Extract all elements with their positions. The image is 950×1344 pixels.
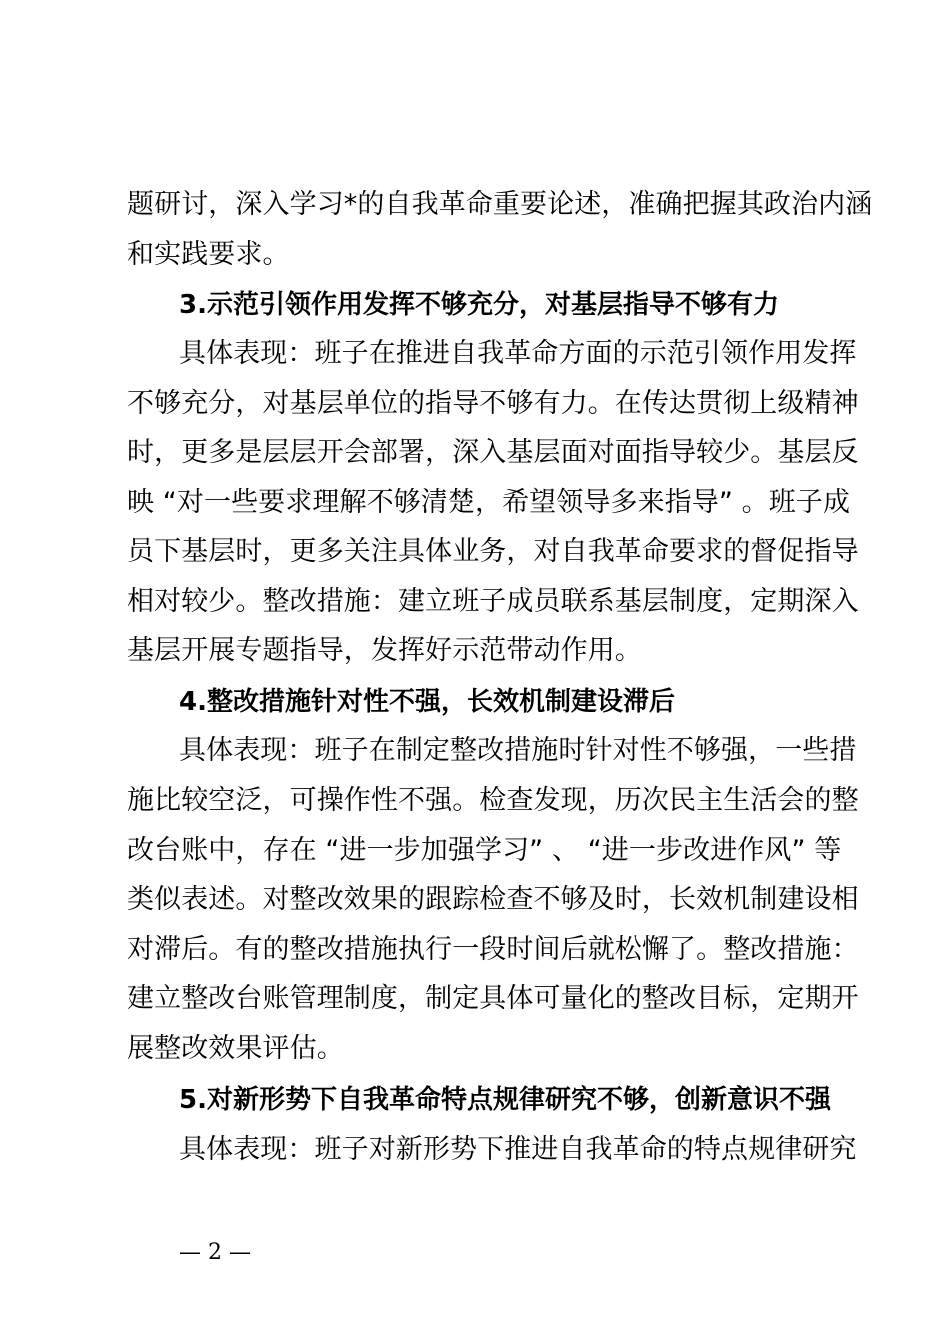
section-heading-5: 5.对新形势下自我革命特点规律研究不够，创新意识不强 xyxy=(179,1085,831,1115)
paragraph-line: 员下基层时，更多关注具体业务，对自我革命要求的督促指导 xyxy=(127,536,859,567)
section-heading-3: 3.示范引领作用发挥不够充分，对基层指导不够有力 xyxy=(179,290,779,320)
paragraph-line: 施比较空泛，可操作性不强。检查发现，历次民主生活会的整 xyxy=(127,785,859,816)
paragraph-line: 相对较少。整改措施：建立班子成员联系基层制度，定期深入 xyxy=(127,586,859,617)
paragraph-line: 映 “对一些要求理解不够清楚，希望领导多来指导” 。班子成 xyxy=(127,487,851,518)
paragraph-line: 时，更多是层层开会部署，深入基层面对面指导较少。基层反 xyxy=(127,437,859,468)
paragraph-line: 对滞后。有的整改措施执行一段时间后就松懈了。整改措施： xyxy=(127,934,859,965)
section-heading-4: 4.整改措施针对性不强，长效机制建设滞后 xyxy=(179,687,675,717)
paragraph-line: 改台账中，存在 “进一步加强学习” 、 “进一步改进作风” 等 xyxy=(127,835,842,866)
paragraph-line: 具体表现：班子对新形势下推进自我革命的特点规律研究 xyxy=(179,1134,857,1165)
paragraph-line: 具体表现：班子在制定整改措施时针对性不够强，一些措 xyxy=(179,735,857,766)
paragraph-line: 类似表述。对整改效果的跟踪检查不够及时，长效机制建设相 xyxy=(127,884,859,915)
paragraph-line: 题研讨，深入学习*的自我革命重要论述，准确把握其政治内涵 xyxy=(127,189,873,220)
paragraph-line: 具体表现：班子在推进自我革命方面的示范引领作用发挥 xyxy=(179,338,857,369)
paragraph-line: 建立整改台账管理制度，制定具体可量化的整改目标，定期开 xyxy=(127,983,859,1014)
paragraph-line: 和实践要求。 xyxy=(127,239,290,270)
paragraph-line: 展整改效果评估。 xyxy=(127,1033,344,1064)
page-number: — 2 — xyxy=(179,1240,251,1265)
paragraph-line: 不够充分，对基层单位的指导不够有力。在传达贯彻上级精神 xyxy=(127,388,859,419)
paragraph-line: 基层开展专题指导，发挥好示范带动作用。 xyxy=(127,635,642,666)
